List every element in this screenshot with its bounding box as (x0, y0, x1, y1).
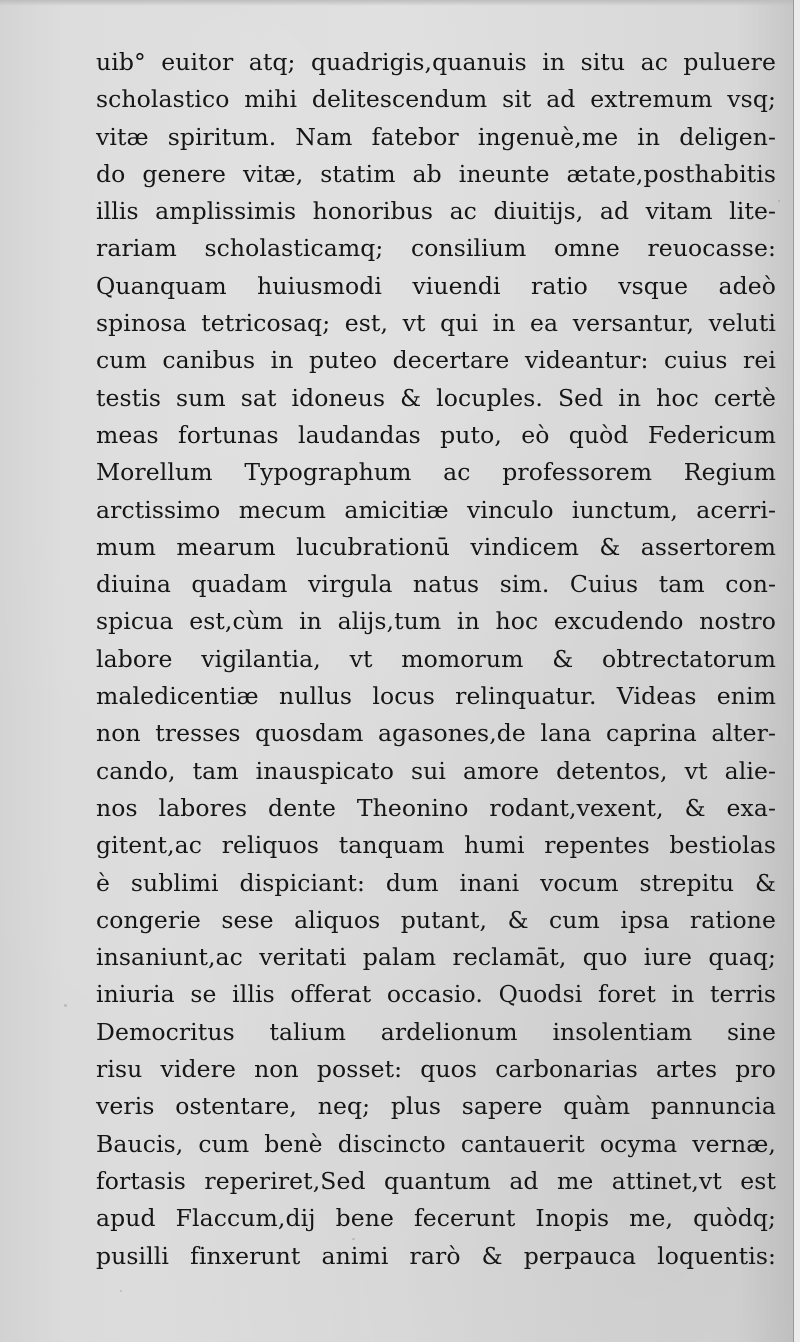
text-line: apud Flaccum,dij bene fecerunt Inopis me, quòdq; (96, 1204, 776, 1233)
text-line: cando, tam inauspicato sui amore detentos, vt alie- (96, 756, 776, 785)
text-line: Quanquam huiusmodi viuendi ratio vsque adeò (96, 271, 776, 300)
text-line: Baucis, cum benè discincto cantauerit ocyma vernæ, (96, 1129, 776, 1158)
text-line: do genere vitæ, statim ab ineunte ætate,posthabitis (96, 159, 776, 188)
page-right-edge (793, 0, 800, 1342)
text-line: rariam scholasticamq; consilium omne reuocasse: (96, 234, 776, 263)
text-line: Morellum Typographum ac professorem Regium (96, 458, 776, 487)
body-text (96, 44, 776, 1275)
text-line: cum canibus in puteo decertare videantur: cuius rei (96, 346, 776, 375)
text-line: illis amplissimis honoribus ac diuitijs, ad vitam lite- (96, 197, 776, 226)
text-line: uib° euitor atq; quadrigis,quanuis in situ ac puluere (96, 48, 776, 76)
text-line: risu videre non posset: quos carbonarias artes pro (96, 1055, 776, 1084)
text-line: gitent,ac reliquos tanquam humi repentes bestiolas (96, 831, 776, 860)
text-line: congerie sese aliquos putant, & cum ipsa ratione (96, 905, 776, 934)
text-line: maledicentiæ nullus locus relinquatur. Videas enim (96, 682, 776, 711)
text-line: iniuria se illis offerat occasio. Quodsi foret in terris (96, 980, 776, 1009)
text-line: pusilli finxerunt animi rarò & perpauca loquentis: (96, 1241, 776, 1270)
text-line: nos labores dente Theonino rodant,vexent, & exa- (96, 793, 776, 822)
text-line: mum mearum lucubrationū vindicem & assertorem (96, 532, 776, 561)
text-line: è sublimi dispiciant: dum inani vocum strepitu & (96, 868, 776, 897)
paper-speck (778, 200, 780, 202)
text-line: non tresses quosdam agasones,de lana caprina alter- (96, 719, 776, 748)
text-line: veris ostentare, neq; plus sapere quàm pannuncia (96, 1092, 776, 1121)
text-line: labore vigilantia, vt momorum & obtrectatorum (96, 644, 776, 673)
page-top-shadow (0, 0, 800, 6)
text-line: scholastico mihi delitescendum sit ad extremum vsq; (96, 85, 776, 114)
text-line: fortasis reperiret,Sed quantum ad me attinet,vt est (96, 1166, 776, 1195)
text-line: vitæ spiritum. Nam fatebor ingenuè,me in deligen- (96, 122, 776, 151)
text-line: testis sum sat idoneus & locuples. Sed in hoc certè (96, 383, 776, 412)
text-line: insaniunt,ac veritati palam reclamāt, quo iure quaq; (96, 943, 776, 972)
text-line: diuina quadam virgula natus sim. Cuius tam con- (96, 570, 776, 599)
text-line: meas fortunas laudandas puto, eò quòd Federicum (96, 420, 776, 449)
text-line: arctissimo mecum amicitiæ vinculo iunctum, acerri- (96, 495, 776, 524)
text-line: spinosa tetricosaq; est, vt qui in ea versantur, veluti (96, 309, 776, 338)
paper-speck (64, 1004, 67, 1007)
paper-speck (120, 1290, 122, 1292)
text-line: spicua est,cùm in alijs,tum in hoc excudendo nostro (96, 607, 776, 636)
text-line: Democritus talium ardelionum insolentiam sine (96, 1017, 776, 1046)
